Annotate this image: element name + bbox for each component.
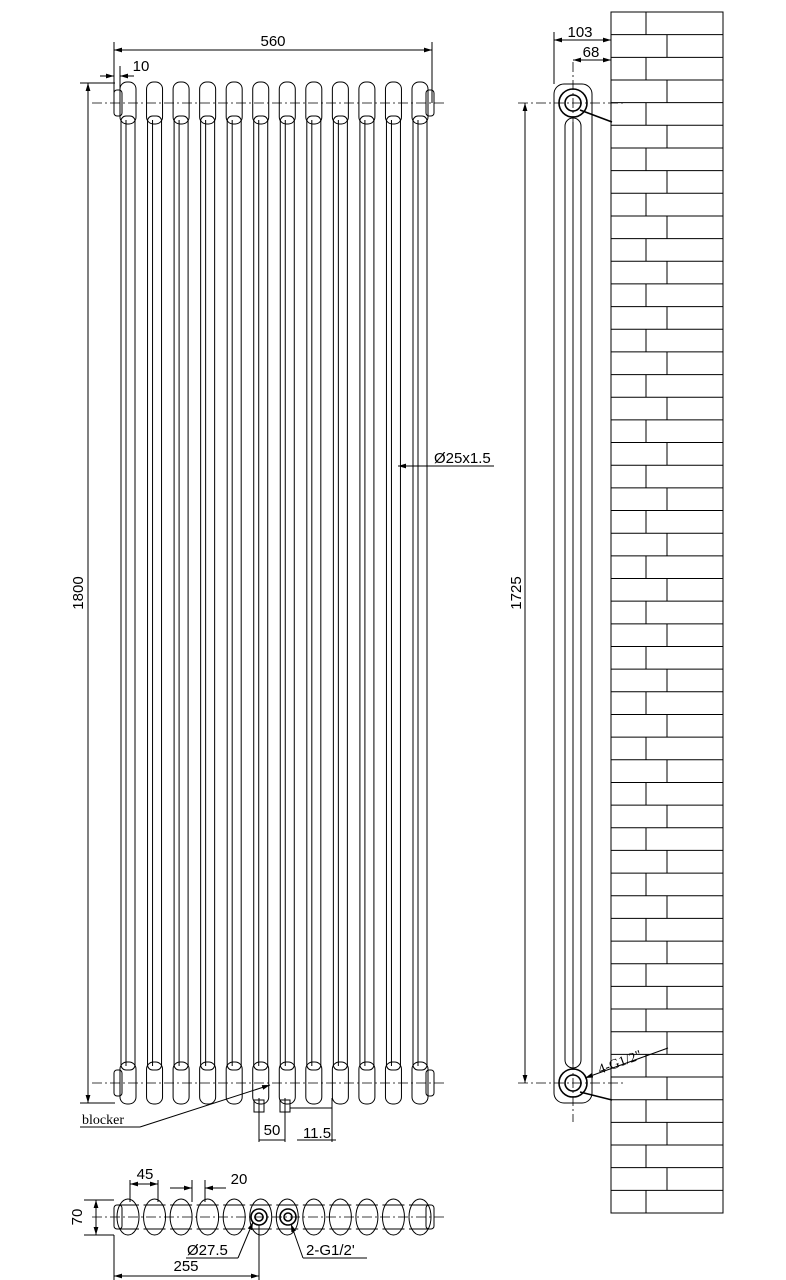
width-dimension bbox=[114, 33, 432, 103]
radiator-column bbox=[412, 82, 428, 1104]
depth-bottom-value: 70 bbox=[69, 1208, 86, 1226]
depth-value: 103 bbox=[567, 24, 593, 41]
height-value: 1800 bbox=[70, 576, 87, 610]
radiator-column bbox=[332, 82, 348, 1104]
pipe-offset-dimension bbox=[573, 44, 611, 61]
radiator-column bbox=[253, 82, 269, 1104]
connection-spacing-dimension bbox=[254, 1098, 290, 1142]
brick-wall bbox=[611, 12, 723, 1213]
inlet-offset-value: 255 bbox=[173, 1258, 199, 1275]
bottom-offset-value: 11.5 bbox=[302, 1125, 332, 1142]
blocker-label: blocker bbox=[82, 1113, 124, 1128]
pipe-offset-value: 68 bbox=[582, 44, 600, 61]
bottom-wall-bracket bbox=[580, 1092, 612, 1100]
height-dimension bbox=[70, 83, 115, 1103]
radiator-column bbox=[306, 82, 322, 1104]
radiator-column bbox=[200, 82, 216, 1104]
gap-value: 20 bbox=[230, 1171, 248, 1188]
section-pitch-value: 45 bbox=[136, 1166, 154, 1183]
radiator-column bbox=[173, 82, 189, 1104]
bottom-offset-dimension bbox=[290, 1098, 336, 1142]
tube-spec-callout bbox=[398, 450, 494, 467]
edge-offset-value: 10 bbox=[132, 58, 150, 75]
radiator-side-profile bbox=[518, 62, 625, 1122]
port-diameter-value: Ø27.5 bbox=[187, 1242, 228, 1259]
radiator-column bbox=[385, 82, 401, 1104]
front-view bbox=[70, 33, 494, 1142]
gap-dimension bbox=[170, 1171, 247, 1202]
inlet-spec-value: 2-G1/2' bbox=[306, 1242, 355, 1259]
radiator-column bbox=[147, 82, 163, 1104]
top-wall-bracket bbox=[580, 110, 612, 122]
centre-distance-dimension bbox=[508, 103, 525, 1083]
radiator-column bbox=[359, 82, 375, 1104]
radiator-column bbox=[120, 82, 136, 1104]
connection-spacing-value: 50 bbox=[263, 1122, 281, 1139]
width-value: 560 bbox=[260, 33, 286, 50]
port-spec-value: 4-G1/2" bbox=[596, 1048, 645, 1078]
side-view bbox=[508, 12, 723, 1213]
radiator-column bbox=[279, 82, 295, 1104]
inlet-spec-callout bbox=[291, 1224, 367, 1259]
front-columns bbox=[114, 82, 434, 1104]
depth-bottom-dimension bbox=[69, 1200, 114, 1235]
bottom-view bbox=[69, 1166, 445, 1280]
blocker-callout bbox=[80, 1085, 270, 1128]
tube-spec-value: Ø25x1.5 bbox=[434, 450, 491, 467]
radiator-column bbox=[226, 82, 242, 1104]
edge-offset-dimension bbox=[100, 58, 149, 92]
section-pitch-dimension bbox=[130, 1166, 158, 1202]
centre-distance-value: 1725 bbox=[508, 576, 525, 610]
